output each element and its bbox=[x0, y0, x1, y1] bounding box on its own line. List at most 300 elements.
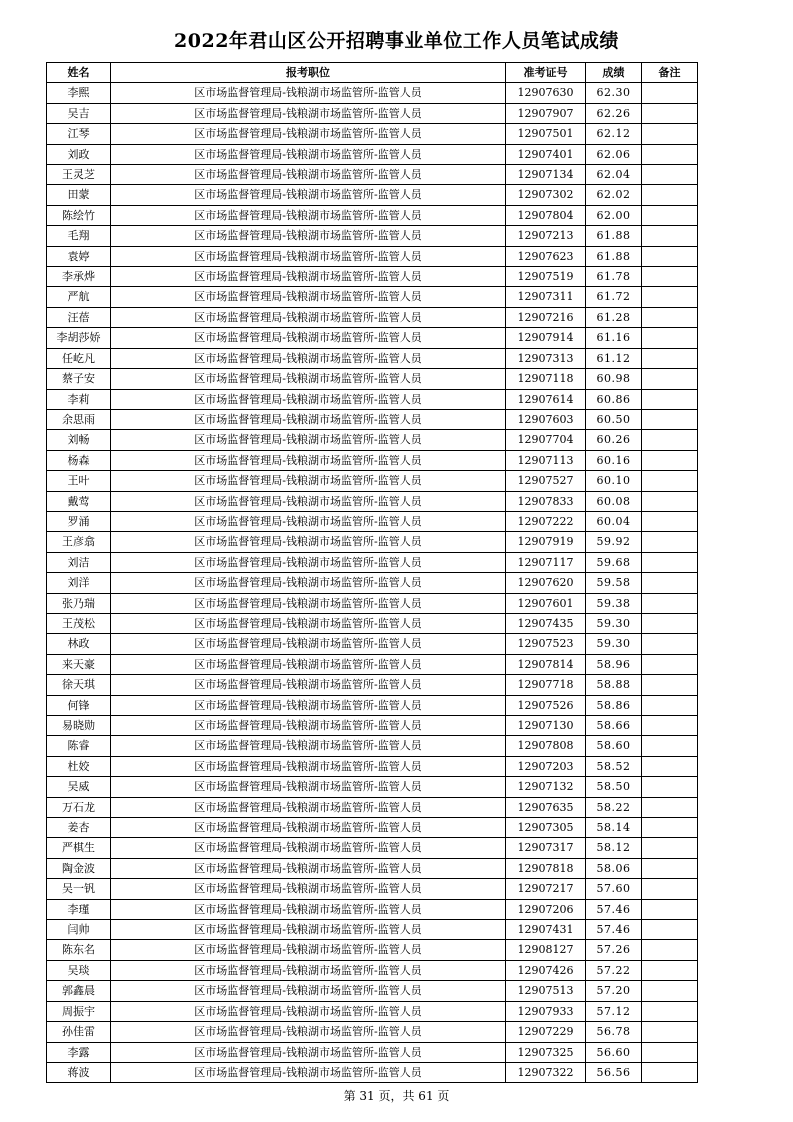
cell-score: 62.06 bbox=[586, 144, 642, 164]
cell-exam-id: 12907217 bbox=[506, 879, 586, 899]
cell-name: 刘洁 bbox=[47, 552, 111, 572]
cell-exam-id: 12907513 bbox=[506, 981, 586, 1001]
table-row bbox=[47, 124, 698, 144]
cell-name: 林政 bbox=[47, 634, 111, 654]
cell-note bbox=[642, 593, 698, 613]
table-row bbox=[47, 205, 698, 225]
cell-score: 57.46 bbox=[586, 899, 642, 919]
cell-position: 区市场监督管理局-钱粮湖市场监管所-监管人员 bbox=[111, 267, 506, 287]
header-position: 报考职位 bbox=[111, 63, 506, 83]
cell-note bbox=[642, 532, 698, 552]
cell-score: 61.72 bbox=[586, 287, 642, 307]
cell-note bbox=[642, 899, 698, 919]
cell-score: 57.46 bbox=[586, 920, 642, 940]
cell-note bbox=[642, 634, 698, 654]
cell-name: 杨森 bbox=[47, 450, 111, 470]
cell-score: 56.60 bbox=[586, 1042, 642, 1062]
cell-note bbox=[642, 124, 698, 144]
score-table bbox=[46, 62, 698, 1083]
cell-exam-id: 12907527 bbox=[506, 471, 586, 491]
cell-position: 区市场监督管理局-钱粮湖市场监管所-监管人员 bbox=[111, 430, 506, 450]
cell-exam-id: 12907302 bbox=[506, 185, 586, 205]
cell-name: 张乃瑞 bbox=[47, 593, 111, 613]
table-row bbox=[47, 165, 698, 185]
cell-exam-id: 12907804 bbox=[506, 205, 586, 225]
cell-score: 60.26 bbox=[586, 430, 642, 450]
cell-note bbox=[642, 797, 698, 817]
cell-name: 刘洋 bbox=[47, 573, 111, 593]
table-row bbox=[47, 246, 698, 266]
cell-note bbox=[642, 695, 698, 715]
cell-position: 区市场监督管理局-钱粮湖市场监管所-监管人员 bbox=[111, 716, 506, 736]
table-row bbox=[47, 287, 698, 307]
cell-exam-id: 12907311 bbox=[506, 287, 586, 307]
header-exam-id: 准考证号 bbox=[506, 63, 586, 83]
cell-exam-id: 12907519 bbox=[506, 267, 586, 287]
cell-score: 61.12 bbox=[586, 348, 642, 368]
cell-score: 56.56 bbox=[586, 1062, 642, 1082]
cell-exam-id: 12907501 bbox=[506, 124, 586, 144]
table-row bbox=[47, 552, 698, 572]
cell-name: 李露 bbox=[47, 1042, 111, 1062]
cell-position: 区市场监督管理局-钱粮湖市场监管所-监管人员 bbox=[111, 838, 506, 858]
cell-name: 姜杏 bbox=[47, 818, 111, 838]
cell-position: 区市场监督管理局-钱粮湖市场监管所-监管人员 bbox=[111, 695, 506, 715]
cell-exam-id: 12907322 bbox=[506, 1062, 586, 1082]
cell-name: 徐天琪 bbox=[47, 675, 111, 695]
cell-name: 李莉 bbox=[47, 389, 111, 409]
table-row bbox=[47, 471, 698, 491]
cell-exam-id: 12907907 bbox=[506, 103, 586, 123]
cell-position: 区市场监督管理局-钱粮湖市场监管所-监管人员 bbox=[111, 307, 506, 327]
cell-exam-id: 12907117 bbox=[506, 552, 586, 572]
cell-score: 59.30 bbox=[586, 634, 642, 654]
cell-score: 60.10 bbox=[586, 471, 642, 491]
cell-note bbox=[642, 573, 698, 593]
cell-exam-id: 12907933 bbox=[506, 1001, 586, 1021]
cell-score: 58.88 bbox=[586, 675, 642, 695]
cell-position: 区市场监督管理局-钱粮湖市场监管所-监管人员 bbox=[111, 511, 506, 531]
table-row bbox=[47, 491, 698, 511]
cell-note bbox=[642, 716, 698, 736]
cell-score: 61.88 bbox=[586, 246, 642, 266]
cell-note bbox=[642, 552, 698, 572]
cell-score: 59.30 bbox=[586, 613, 642, 633]
table-row bbox=[47, 307, 698, 327]
cell-note bbox=[642, 838, 698, 858]
header-name: 姓名 bbox=[47, 63, 111, 83]
cell-position: 区市场监督管理局-钱粮湖市场监管所-监管人员 bbox=[111, 83, 506, 103]
cell-name: 袁婷 bbox=[47, 246, 111, 266]
cell-name: 陈绘竹 bbox=[47, 205, 111, 225]
cell-exam-id: 12907718 bbox=[506, 675, 586, 695]
cell-name: 周振宇 bbox=[47, 1001, 111, 1021]
cell-name: 任屹凡 bbox=[47, 348, 111, 368]
table-row bbox=[47, 532, 698, 552]
cell-score: 60.08 bbox=[586, 491, 642, 511]
table-row bbox=[47, 226, 698, 246]
cell-name: 吴一钒 bbox=[47, 879, 111, 899]
cell-name: 陈睿 bbox=[47, 736, 111, 756]
cell-name: 来天豪 bbox=[47, 654, 111, 674]
table-row bbox=[47, 83, 698, 103]
cell-name: 王叶 bbox=[47, 471, 111, 491]
cell-score: 62.12 bbox=[586, 124, 642, 144]
page-number: 第 31 页，共 61 页 bbox=[343, 1089, 450, 1103]
cell-position: 区市场监督管理局-钱粮湖市场监管所-监管人员 bbox=[111, 450, 506, 470]
table-row bbox=[47, 1042, 698, 1062]
cell-note bbox=[642, 144, 698, 164]
cell-score: 58.66 bbox=[586, 716, 642, 736]
cell-score: 58.06 bbox=[586, 858, 642, 878]
cell-score: 60.86 bbox=[586, 389, 642, 409]
cell-exam-id: 12907623 bbox=[506, 246, 586, 266]
cell-note bbox=[642, 818, 698, 838]
table-row bbox=[47, 144, 698, 164]
cell-position: 区市场监督管理局-钱粮湖市场监管所-监管人员 bbox=[111, 1062, 506, 1082]
cell-position: 区市场监督管理局-钱粮湖市场监管所-监管人员 bbox=[111, 185, 506, 205]
cell-score: 60.50 bbox=[586, 409, 642, 429]
cell-position: 区市场监督管理局-钱粮湖市场监管所-监管人员 bbox=[111, 675, 506, 695]
cell-score: 57.60 bbox=[586, 879, 642, 899]
cell-exam-id: 12907206 bbox=[506, 899, 586, 919]
cell-score: 58.96 bbox=[586, 654, 642, 674]
cell-name: 陈东名 bbox=[47, 940, 111, 960]
cell-position: 区市场监督管理局-钱粮湖市场监管所-监管人员 bbox=[111, 369, 506, 389]
cell-score: 58.22 bbox=[586, 797, 642, 817]
cell-name: 李熙 bbox=[47, 83, 111, 103]
cell-name: 吴吉 bbox=[47, 103, 111, 123]
cell-position: 区市场监督管理局-钱粮湖市场监管所-监管人员 bbox=[111, 552, 506, 572]
table-row bbox=[47, 940, 698, 960]
cell-name: 吴琰 bbox=[47, 960, 111, 980]
cell-note bbox=[642, 981, 698, 1001]
cell-exam-id: 12907317 bbox=[506, 838, 586, 858]
cell-score: 62.02 bbox=[586, 185, 642, 205]
cell-exam-id: 12907132 bbox=[506, 777, 586, 797]
cell-note bbox=[642, 756, 698, 776]
cell-name: 严棋生 bbox=[47, 838, 111, 858]
cell-position: 区市场监督管理局-钱粮湖市场监管所-监管人员 bbox=[111, 940, 506, 960]
cell-score: 59.68 bbox=[586, 552, 642, 572]
cell-score: 62.04 bbox=[586, 165, 642, 185]
cell-note bbox=[642, 246, 698, 266]
cell-exam-id: 12907914 bbox=[506, 328, 586, 348]
cell-note bbox=[642, 226, 698, 246]
table-row bbox=[47, 1022, 698, 1042]
cell-position: 区市场监督管理局-钱粮湖市场监管所-监管人员 bbox=[111, 389, 506, 409]
cell-position: 区市场监督管理局-钱粮湖市场监管所-监管人员 bbox=[111, 613, 506, 633]
cell-exam-id: 12907222 bbox=[506, 511, 586, 531]
cell-exam-id: 12908127 bbox=[506, 940, 586, 960]
cell-note bbox=[642, 307, 698, 327]
cell-exam-id: 12907818 bbox=[506, 858, 586, 878]
cell-note bbox=[642, 491, 698, 511]
cell-note bbox=[642, 940, 698, 960]
table-row bbox=[47, 613, 698, 633]
table-row bbox=[47, 960, 698, 980]
cell-position: 区市场监督管理局-钱粮湖市场监管所-监管人员 bbox=[111, 144, 506, 164]
table-row bbox=[47, 1001, 698, 1021]
cell-note bbox=[642, 430, 698, 450]
table-row bbox=[47, 593, 698, 613]
cell-note bbox=[642, 960, 698, 980]
cell-position: 区市场监督管理局-钱粮湖市场监管所-监管人员 bbox=[111, 1042, 506, 1062]
cell-note bbox=[642, 185, 698, 205]
table-row bbox=[47, 981, 698, 1001]
cell-note bbox=[642, 103, 698, 123]
cell-name: 杜姣 bbox=[47, 756, 111, 776]
cell-score: 60.98 bbox=[586, 369, 642, 389]
cell-note bbox=[642, 348, 698, 368]
cell-note bbox=[642, 409, 698, 429]
cell-score: 62.00 bbox=[586, 205, 642, 225]
cell-note bbox=[642, 328, 698, 348]
cell-position: 区市场监督管理局-钱粮湖市场监管所-监管人员 bbox=[111, 654, 506, 674]
cell-name: 罗涌 bbox=[47, 511, 111, 531]
cell-note bbox=[642, 165, 698, 185]
cell-exam-id: 12907435 bbox=[506, 613, 586, 633]
cell-position: 区市场监督管理局-钱粮湖市场监管所-监管人员 bbox=[111, 409, 506, 429]
cell-position: 区市场监督管理局-钱粮湖市场监管所-监管人员 bbox=[111, 858, 506, 878]
cell-score: 59.58 bbox=[586, 573, 642, 593]
table-row bbox=[47, 899, 698, 919]
cell-name: 李承烨 bbox=[47, 267, 111, 287]
cell-score: 57.20 bbox=[586, 981, 642, 1001]
cell-exam-id: 12907620 bbox=[506, 573, 586, 593]
cell-position: 区市场监督管理局-钱粮湖市场监管所-监管人员 bbox=[111, 491, 506, 511]
cell-score: 61.16 bbox=[586, 328, 642, 348]
cell-exam-id: 12907113 bbox=[506, 450, 586, 470]
cell-exam-id: 12907213 bbox=[506, 226, 586, 246]
page-title: 2022年君山区公开招聘事业单位工作人员笔试成绩 bbox=[174, 30, 619, 52]
cell-name: 闫帅 bbox=[47, 920, 111, 940]
cell-name: 蒋波 bbox=[47, 1062, 111, 1082]
table-row bbox=[47, 185, 698, 205]
cell-position: 区市场监督管理局-钱粮湖市场监管所-监管人员 bbox=[111, 756, 506, 776]
cell-name: 刘畅 bbox=[47, 430, 111, 450]
cell-score: 58.14 bbox=[586, 818, 642, 838]
table-row bbox=[47, 369, 698, 389]
cell-note bbox=[642, 1042, 698, 1062]
cell-position: 区市场监督管理局-钱粮湖市场监管所-监管人员 bbox=[111, 348, 506, 368]
cell-position: 区市场监督管理局-钱粮湖市场监管所-监管人员 bbox=[111, 593, 506, 613]
table-row bbox=[47, 1062, 698, 1082]
cell-exam-id: 12907216 bbox=[506, 307, 586, 327]
cell-position: 区市场监督管理局-钱粮湖市场监管所-监管人员 bbox=[111, 736, 506, 756]
cell-note bbox=[642, 777, 698, 797]
cell-position: 区市场监督管理局-钱粮湖市场监管所-监管人员 bbox=[111, 287, 506, 307]
cell-note bbox=[642, 205, 698, 225]
cell-name: 陶金波 bbox=[47, 858, 111, 878]
cell-position: 区市场监督管理局-钱粮湖市场监管所-监管人员 bbox=[111, 634, 506, 654]
cell-score: 62.26 bbox=[586, 103, 642, 123]
cell-exam-id: 12907118 bbox=[506, 369, 586, 389]
cell-note bbox=[642, 879, 698, 899]
cell-position: 区市场监督管理局-钱粮湖市场监管所-监管人员 bbox=[111, 797, 506, 817]
cell-name: 江琴 bbox=[47, 124, 111, 144]
cell-score: 57.12 bbox=[586, 1001, 642, 1021]
table-row bbox=[47, 348, 698, 368]
cell-name: 毛翔 bbox=[47, 226, 111, 246]
cell-score: 62.30 bbox=[586, 83, 642, 103]
cell-score: 60.16 bbox=[586, 450, 642, 470]
table-row bbox=[47, 838, 698, 858]
cell-note bbox=[642, 287, 698, 307]
table-row bbox=[47, 736, 698, 756]
table-row bbox=[47, 675, 698, 695]
cell-score: 56.78 bbox=[586, 1022, 642, 1042]
table-row bbox=[47, 430, 698, 450]
cell-note bbox=[642, 511, 698, 531]
cell-exam-id: 12907833 bbox=[506, 491, 586, 511]
cell-name: 王茂松 bbox=[47, 613, 111, 633]
table-row bbox=[47, 920, 698, 940]
cell-name: 王彦翕 bbox=[47, 532, 111, 552]
cell-position: 区市场监督管理局-钱粮湖市场监管所-监管人员 bbox=[111, 1022, 506, 1042]
cell-position: 区市场监督管理局-钱粮湖市场监管所-监管人员 bbox=[111, 573, 506, 593]
cell-name: 孙佳雷 bbox=[47, 1022, 111, 1042]
cell-note bbox=[642, 920, 698, 940]
cell-score: 61.78 bbox=[586, 267, 642, 287]
table-row bbox=[47, 511, 698, 531]
cell-position: 区市场监督管理局-钱粮湖市场监管所-监管人员 bbox=[111, 981, 506, 1001]
cell-position: 区市场监督管理局-钱粮湖市场监管所-监管人员 bbox=[111, 532, 506, 552]
table-row bbox=[47, 818, 698, 838]
cell-name: 郭鑫晨 bbox=[47, 981, 111, 1001]
table-row bbox=[47, 858, 698, 878]
cell-exam-id: 12907614 bbox=[506, 389, 586, 409]
cell-score: 57.26 bbox=[586, 940, 642, 960]
cell-exam-id: 12907229 bbox=[506, 1022, 586, 1042]
cell-exam-id: 12907431 bbox=[506, 920, 586, 940]
cell-score: 57.22 bbox=[586, 960, 642, 980]
table-body bbox=[47, 83, 698, 1083]
cell-note bbox=[642, 267, 698, 287]
cell-name: 蔡子安 bbox=[47, 369, 111, 389]
cell-exam-id: 12907203 bbox=[506, 756, 586, 776]
cell-name: 王灵芝 bbox=[47, 165, 111, 185]
table-row bbox=[47, 389, 698, 409]
cell-score: 60.04 bbox=[586, 511, 642, 531]
table-row bbox=[47, 756, 698, 776]
cell-exam-id: 12907313 bbox=[506, 348, 586, 368]
cell-exam-id: 12907704 bbox=[506, 430, 586, 450]
cell-note bbox=[642, 83, 698, 103]
cell-name: 余思雨 bbox=[47, 409, 111, 429]
cell-position: 区市场监督管理局-钱粮湖市场监管所-监管人员 bbox=[111, 960, 506, 980]
cell-name: 李胡莎娇 bbox=[47, 328, 111, 348]
cell-position: 区市场监督管理局-钱粮湖市场监管所-监管人员 bbox=[111, 879, 506, 899]
cell-score: 58.12 bbox=[586, 838, 642, 858]
cell-note bbox=[642, 675, 698, 695]
cell-note bbox=[642, 858, 698, 878]
cell-position: 区市场监督管理局-钱粮湖市场监管所-监管人员 bbox=[111, 328, 506, 348]
cell-note bbox=[642, 369, 698, 389]
table-row bbox=[47, 634, 698, 654]
cell-position: 区市场监督管理局-钱粮湖市场监管所-监管人员 bbox=[111, 818, 506, 838]
table-row bbox=[47, 103, 698, 123]
cell-score: 58.50 bbox=[586, 777, 642, 797]
cell-note bbox=[642, 1062, 698, 1082]
cell-name: 戴莺 bbox=[47, 491, 111, 511]
cell-name: 吴威 bbox=[47, 777, 111, 797]
cell-position: 区市场监督管理局-钱粮湖市场监管所-监管人员 bbox=[111, 471, 506, 491]
cell-exam-id: 12907630 bbox=[506, 83, 586, 103]
cell-score: 58.86 bbox=[586, 695, 642, 715]
cell-note bbox=[642, 1022, 698, 1042]
cell-position: 区市场监督管理局-钱粮湖市场监管所-监管人员 bbox=[111, 246, 506, 266]
cell-exam-id: 12907305 bbox=[506, 818, 586, 838]
cell-note bbox=[642, 736, 698, 756]
cell-exam-id: 12907134 bbox=[506, 165, 586, 185]
cell-score: 61.28 bbox=[586, 307, 642, 327]
cell-name: 万石龙 bbox=[47, 797, 111, 817]
cell-exam-id: 12907814 bbox=[506, 654, 586, 674]
cell-name: 汪蓓 bbox=[47, 307, 111, 327]
cell-name: 刘政 bbox=[47, 144, 111, 164]
table-row bbox=[47, 409, 698, 429]
cell-exam-id: 12907426 bbox=[506, 960, 586, 980]
table-row bbox=[47, 328, 698, 348]
cell-position: 区市场监督管理局-钱粮湖市场监管所-监管人员 bbox=[111, 226, 506, 246]
table-row bbox=[47, 716, 698, 736]
table-header-row bbox=[47, 63, 698, 83]
header-score: 成绩 bbox=[586, 63, 642, 83]
cell-score: 58.60 bbox=[586, 736, 642, 756]
cell-name: 李瑾 bbox=[47, 899, 111, 919]
cell-note bbox=[642, 450, 698, 470]
table-row bbox=[47, 797, 698, 817]
cell-position: 区市场监督管理局-钱粮湖市场监管所-监管人员 bbox=[111, 165, 506, 185]
cell-exam-id: 12907523 bbox=[506, 634, 586, 654]
cell-note bbox=[642, 471, 698, 491]
table-row bbox=[47, 777, 698, 797]
cell-position: 区市场监督管理局-钱粮湖市场监管所-监管人员 bbox=[111, 899, 506, 919]
cell-exam-id: 12907401 bbox=[506, 144, 586, 164]
cell-name: 田蒙 bbox=[47, 185, 111, 205]
cell-position: 区市场监督管理局-钱粮湖市场监管所-监管人员 bbox=[111, 205, 506, 225]
table-row bbox=[47, 695, 698, 715]
cell-position: 区市场监督管理局-钱粮湖市场监管所-监管人员 bbox=[111, 1001, 506, 1021]
table-row bbox=[47, 450, 698, 470]
cell-exam-id: 12907130 bbox=[506, 716, 586, 736]
table-row bbox=[47, 267, 698, 287]
table-row bbox=[47, 879, 698, 899]
cell-exam-id: 12907325 bbox=[506, 1042, 586, 1062]
cell-note bbox=[642, 1001, 698, 1021]
cell-exam-id: 12907526 bbox=[506, 695, 586, 715]
cell-name: 何锋 bbox=[47, 695, 111, 715]
cell-name: 易晓勋 bbox=[47, 716, 111, 736]
cell-note bbox=[642, 613, 698, 633]
cell-position: 区市场监督管理局-钱粮湖市场监管所-监管人员 bbox=[111, 920, 506, 940]
cell-exam-id: 12907808 bbox=[506, 736, 586, 756]
table-row bbox=[47, 573, 698, 593]
cell-score: 61.88 bbox=[586, 226, 642, 246]
cell-score: 59.92 bbox=[586, 532, 642, 552]
cell-exam-id: 12907635 bbox=[506, 797, 586, 817]
cell-position: 区市场监督管理局-钱粮湖市场监管所-监管人员 bbox=[111, 103, 506, 123]
table-row bbox=[47, 654, 698, 674]
header-note: 备注 bbox=[642, 63, 698, 83]
cell-position: 区市场监督管理局-钱粮湖市场监管所-监管人员 bbox=[111, 777, 506, 797]
cell-score: 59.38 bbox=[586, 593, 642, 613]
cell-note bbox=[642, 654, 698, 674]
cell-position: 区市场监督管理局-钱粮湖市场监管所-监管人员 bbox=[111, 124, 506, 144]
cell-note bbox=[642, 389, 698, 409]
cell-name: 严航 bbox=[47, 287, 111, 307]
